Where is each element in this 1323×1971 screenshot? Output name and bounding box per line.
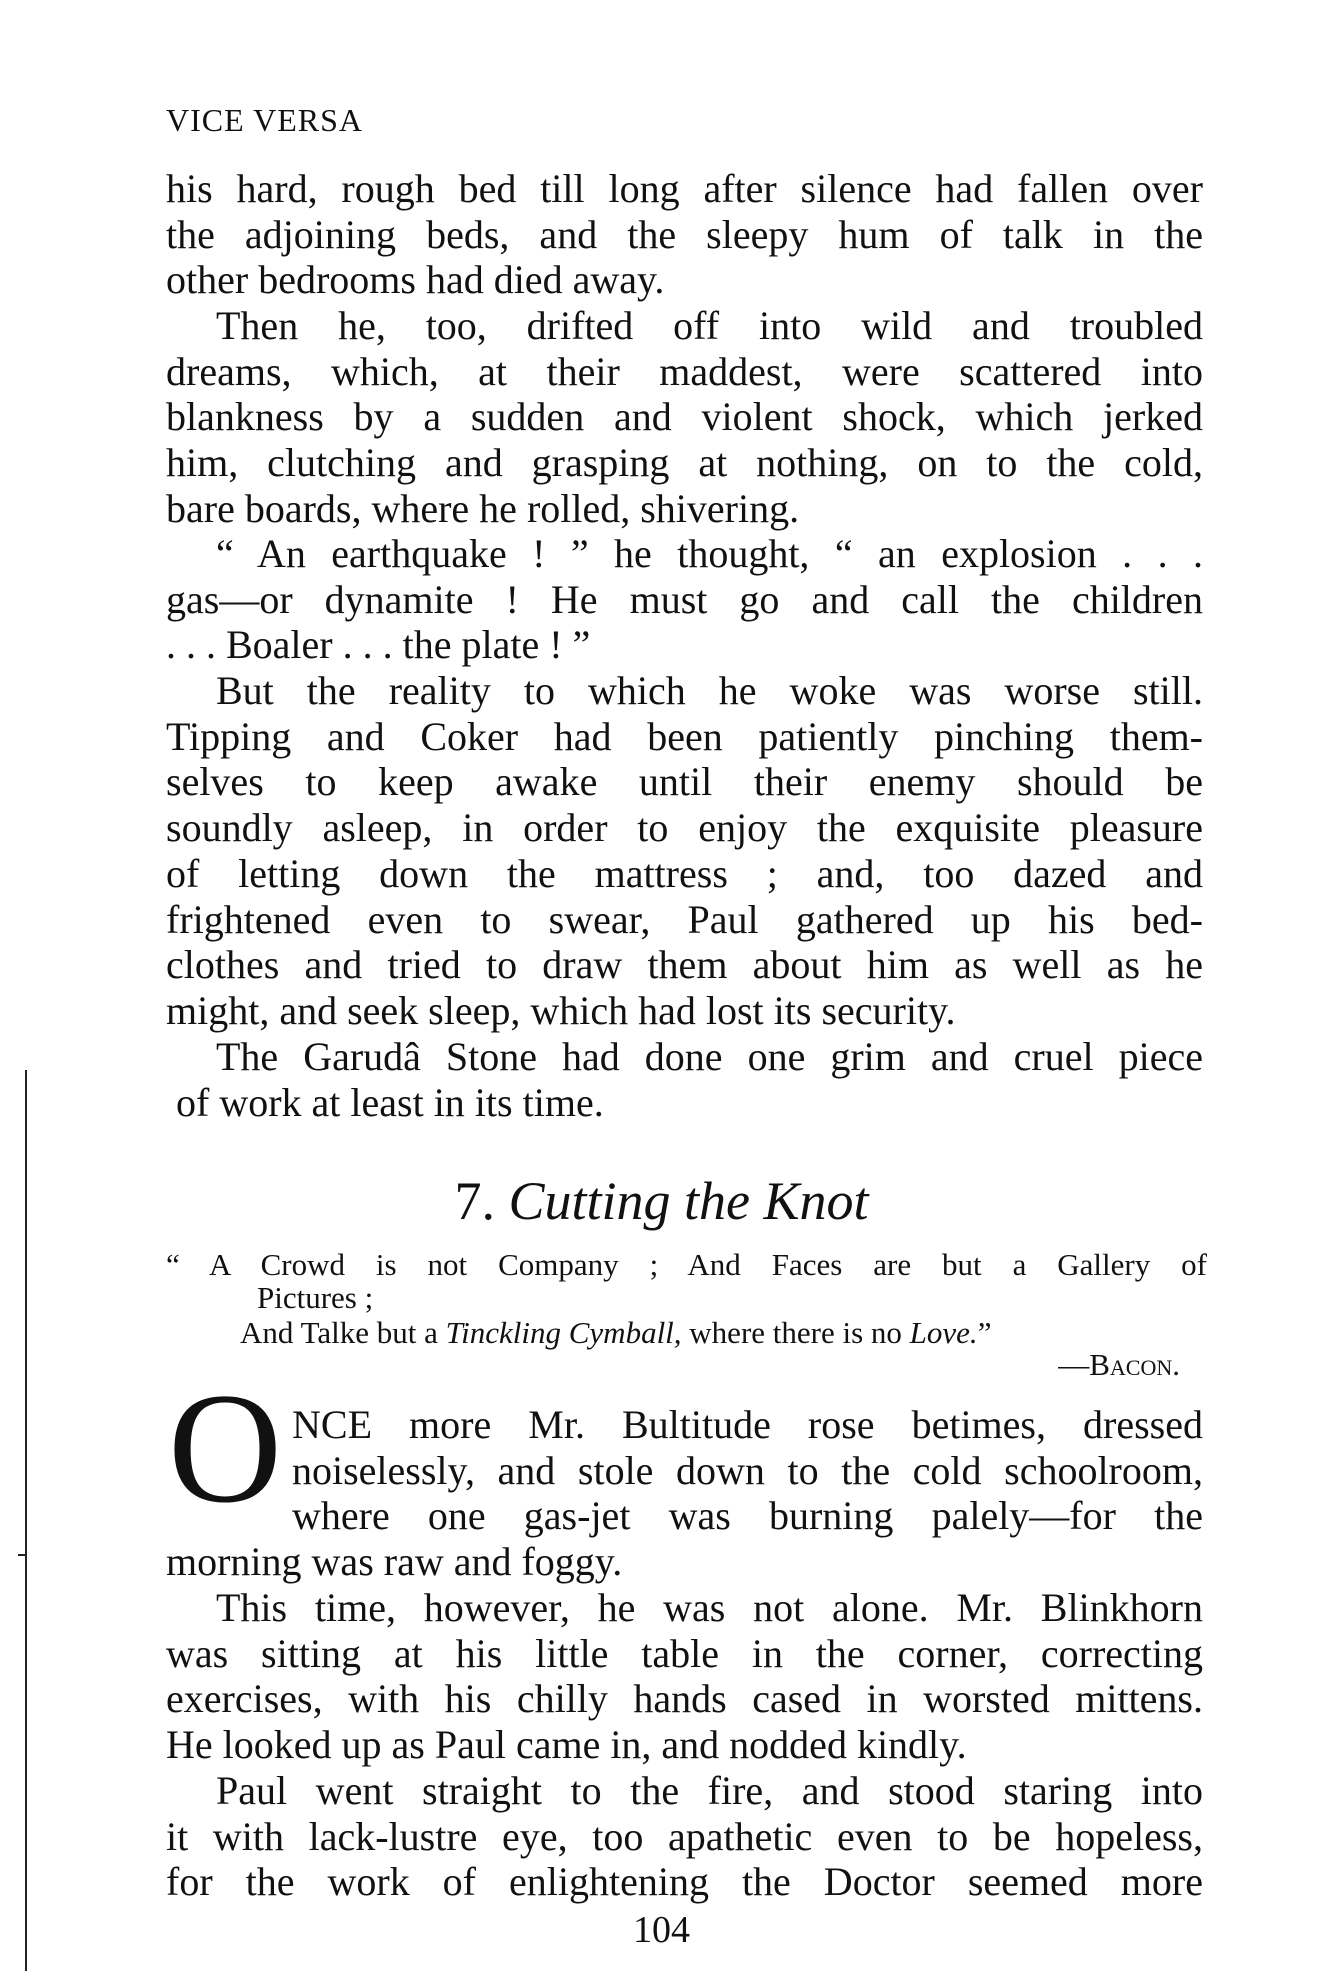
chapter-number: 7. [454,1171,495,1231]
text-line: noiselessly, and stole down to the cold schoolroom, [292,1447,1203,1493]
text-line: Then he, too, drifted off into wild and troubled [216,303,1203,348]
chapter-heading [0,1170,1323,1232]
text-line: bare boards, where he rolled, shivering. [166,485,800,531]
epigraph-text: And Talke but a [240,1315,446,1350]
text-line: might, and seek sleep, which had lost its security. [166,987,956,1033]
text-line: selves to keep awake until their enemy should be [166,759,1203,805]
text-line: of work at least in its time. [176,1079,604,1125]
text-line: gas—or dynamite ! He must go and call the children [166,576,1203,622]
text-line: where one gas-jet was burning palely—for the [292,1493,1203,1539]
text-line: He looked up as Paul came in, and nodded kindly. [166,1722,967,1768]
text-line: him, clutching and grasping at nothing, on to the cold, [166,440,1203,486]
text-line: his hard, rough bed till long after silence had fallen over [166,166,1203,211]
text-line: for the work of enlightening the Doctor seemed more [166,1859,1203,1905]
text-line: exercises, with his chilly hands cased in worsted mittens. [166,1676,1203,1722]
text-line: dreams, which, at their maddest, were scattered into [166,348,1203,394]
text-line: soundly asleep, in order to enjoy the exquisite pleasure [166,805,1203,851]
text-line: of letting down the mattress ; and, too dazed and [166,850,1203,896]
text-line: other bedrooms had died away. [166,257,665,303]
text-line: This time, however, he was not alone. Mr. Blinkhorn [216,1585,1203,1630]
text-line: the adjoining beds, and the sleepy hum of talk in the [166,211,1203,257]
drop-cap: O [168,1361,283,1536]
epigraph-line [240,1316,991,1350]
epigraph-italic: Tinckling Cymball, [445,1315,682,1350]
text-line: frightened even to swear, Paul gathered up his bed- [166,896,1203,942]
text-line: Paul went straight to the fire, and stood staring into [216,1768,1203,1813]
text-line: The Garudâ Stone had done one grim and cruel piece [216,1034,1203,1079]
text-line: . . . Boaler . . . the plate ! ” [166,622,591,668]
epigraph-text: where there is no [681,1315,910,1350]
chapter-title: Cutting the Knot [508,1171,869,1231]
text-line: morning was raw and foggy. [166,1539,623,1585]
text-line: was sitting at his little table in the corner, correcting [166,1630,1203,1676]
text-line: But the reality to which he woke was worse still. [216,668,1203,713]
epigraph-italic: Love. [909,1315,978,1350]
text-line: NCE more Mr. Bultitude rose betimes, dressed [292,1402,1203,1447]
running-head: VICE VERSA [166,102,363,138]
epigraph-line: Pictures ; [257,1280,374,1315]
text-line: blankness by a sudden and violent shock, which jerked [166,394,1203,440]
epigraph-text: ” [977,1315,992,1350]
epigraph-line: “ A Crowd is not Company ; And Faces are but a Gallery of [166,1247,1207,1282]
margin-scan-tick [18,1554,27,1556]
text-line: Tipping and Coker had been patiently pinching them- [166,713,1203,759]
epigraph-attribution: —Bacon. [1058,1347,1180,1382]
text-line: “ An earthquake ! ” he thought, “ an explosion . . . [216,531,1203,576]
page-number: 104 [633,1909,690,1951]
text-line: clothes and tried to draw them about him as well as he [166,942,1203,988]
text-line: it with lack-lustre eye, too apathetic even to be hopeless, [166,1813,1203,1859]
